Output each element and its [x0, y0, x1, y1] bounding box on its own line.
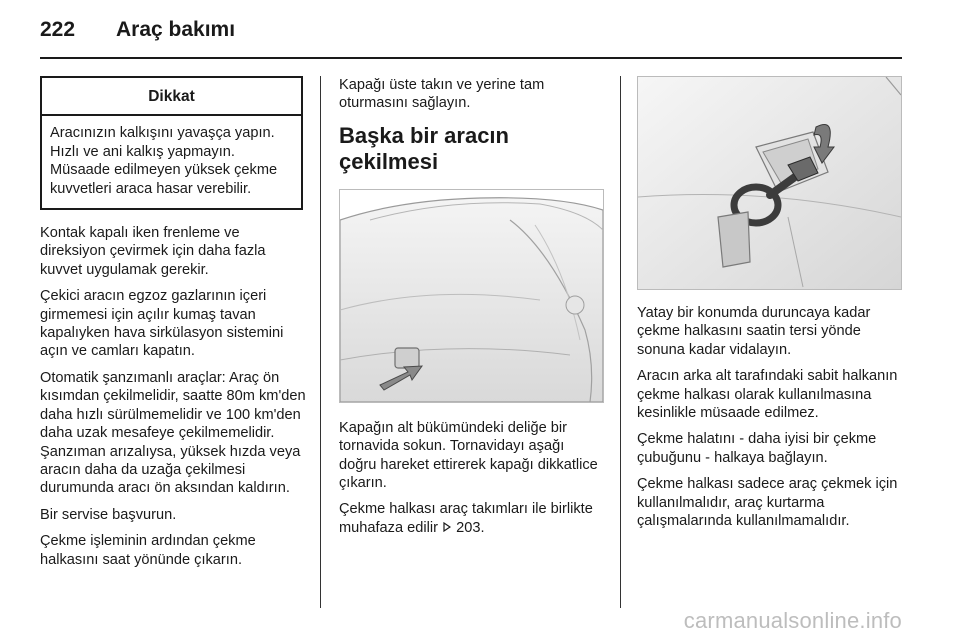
paragraph: Çekme işleminin ardından çekme halkasını saat yönünde çıkarın.	[40, 533, 256, 568]
paragraph: Kapağı üste takın ve yerine tam oturmasını sağlayın.	[339, 77, 545, 112]
paragraph: Aracın arka alt tarafındaki sabit halkanın çekme halkası olarak kullanılmasına kesinlikle müsaade edilmez.	[637, 368, 898, 422]
caution-box	[40, 76, 303, 210]
caution-text: Aracınızın kalkışını yavaşça yapın. Hızlı ve ani kalkış yapmayın. Müsaade edilmeyen yüksek çekme kuvvetleri araca hasar verebilir.	[50, 125, 278, 197]
page-title: Araç bakımı	[116, 18, 236, 41]
towing-eye-installation-illustration	[637, 76, 902, 290]
paragraph: Yatay bir konumda duruncaya kadar çekme halkasını saatin tersi yönde sonuna kadar vidalayın.	[637, 305, 871, 358]
column-divider	[620, 76, 621, 608]
page-reference-link[interactable]: 203.	[456, 519, 485, 536]
header-rule	[40, 57, 902, 59]
triangle-right-icon[interactable]	[442, 519, 452, 537]
column-divider	[320, 76, 321, 608]
watermark: carmanualsonline.info	[683, 608, 902, 633]
page-header	[40, 18, 235, 48]
paragraph: Çekme halkası sadece araç çekmek için kullanılmalıdır, araç kurtarma çalışmalarında kullanılmamalıdır.	[637, 476, 898, 530]
paragraph: Bir servise başvurun.	[40, 506, 177, 523]
section-heading: Başka bir aracın çekilmesi	[339, 122, 509, 174]
column-1	[40, 76, 306, 577]
paragraph	[339, 500, 604, 537]
paragraph: Kontak kapalı iken frenleme ve direksiyon çevirmek için daha fazla kuvvet uygulamak gerekir.	[40, 225, 266, 278]
paragraph: Çekici aracın egzoz gazlarının içeri girmemesi için açılır kumaş tavan kapalıyken hava sirkülasyon sistemini açın ve camları kapatın.	[40, 288, 284, 360]
column-3	[637, 76, 905, 538]
paragraph: Otomatik şanzımanlı araçlar: Araç ön kısımdan çekilmelidir, saatte 80m km'den daha hızlı sürülmemelidir ve 100 km'den daha uzak mesafeye çekilmemelidir. Şanzıman arızalıysa, yüksek hızda veya aracın daha da uzağa çekilmesi durumunda aracı ön aksından kaldırın.	[40, 369, 306, 497]
caution-title: Dikkat	[42, 78, 301, 116]
paragraph-text: Çekme halkası araç takımları ile birlikte muhafaza edilir	[339, 501, 593, 536]
paragraph: Çekme halatını - daha iyisi bir çekme çubuğunu - halkaya bağlayın.	[637, 431, 877, 466]
rear-bumper-cover-illustration	[339, 189, 604, 403]
paragraph: Kapağın alt bükümündeki deliğe bir tornavida sokun. Tornavidayı aşağı doğru hareket ettirerek kapağı dikkatlice çıkarın.	[339, 419, 598, 492]
page-number: 222	[40, 18, 76, 41]
column-2	[339, 76, 604, 545]
